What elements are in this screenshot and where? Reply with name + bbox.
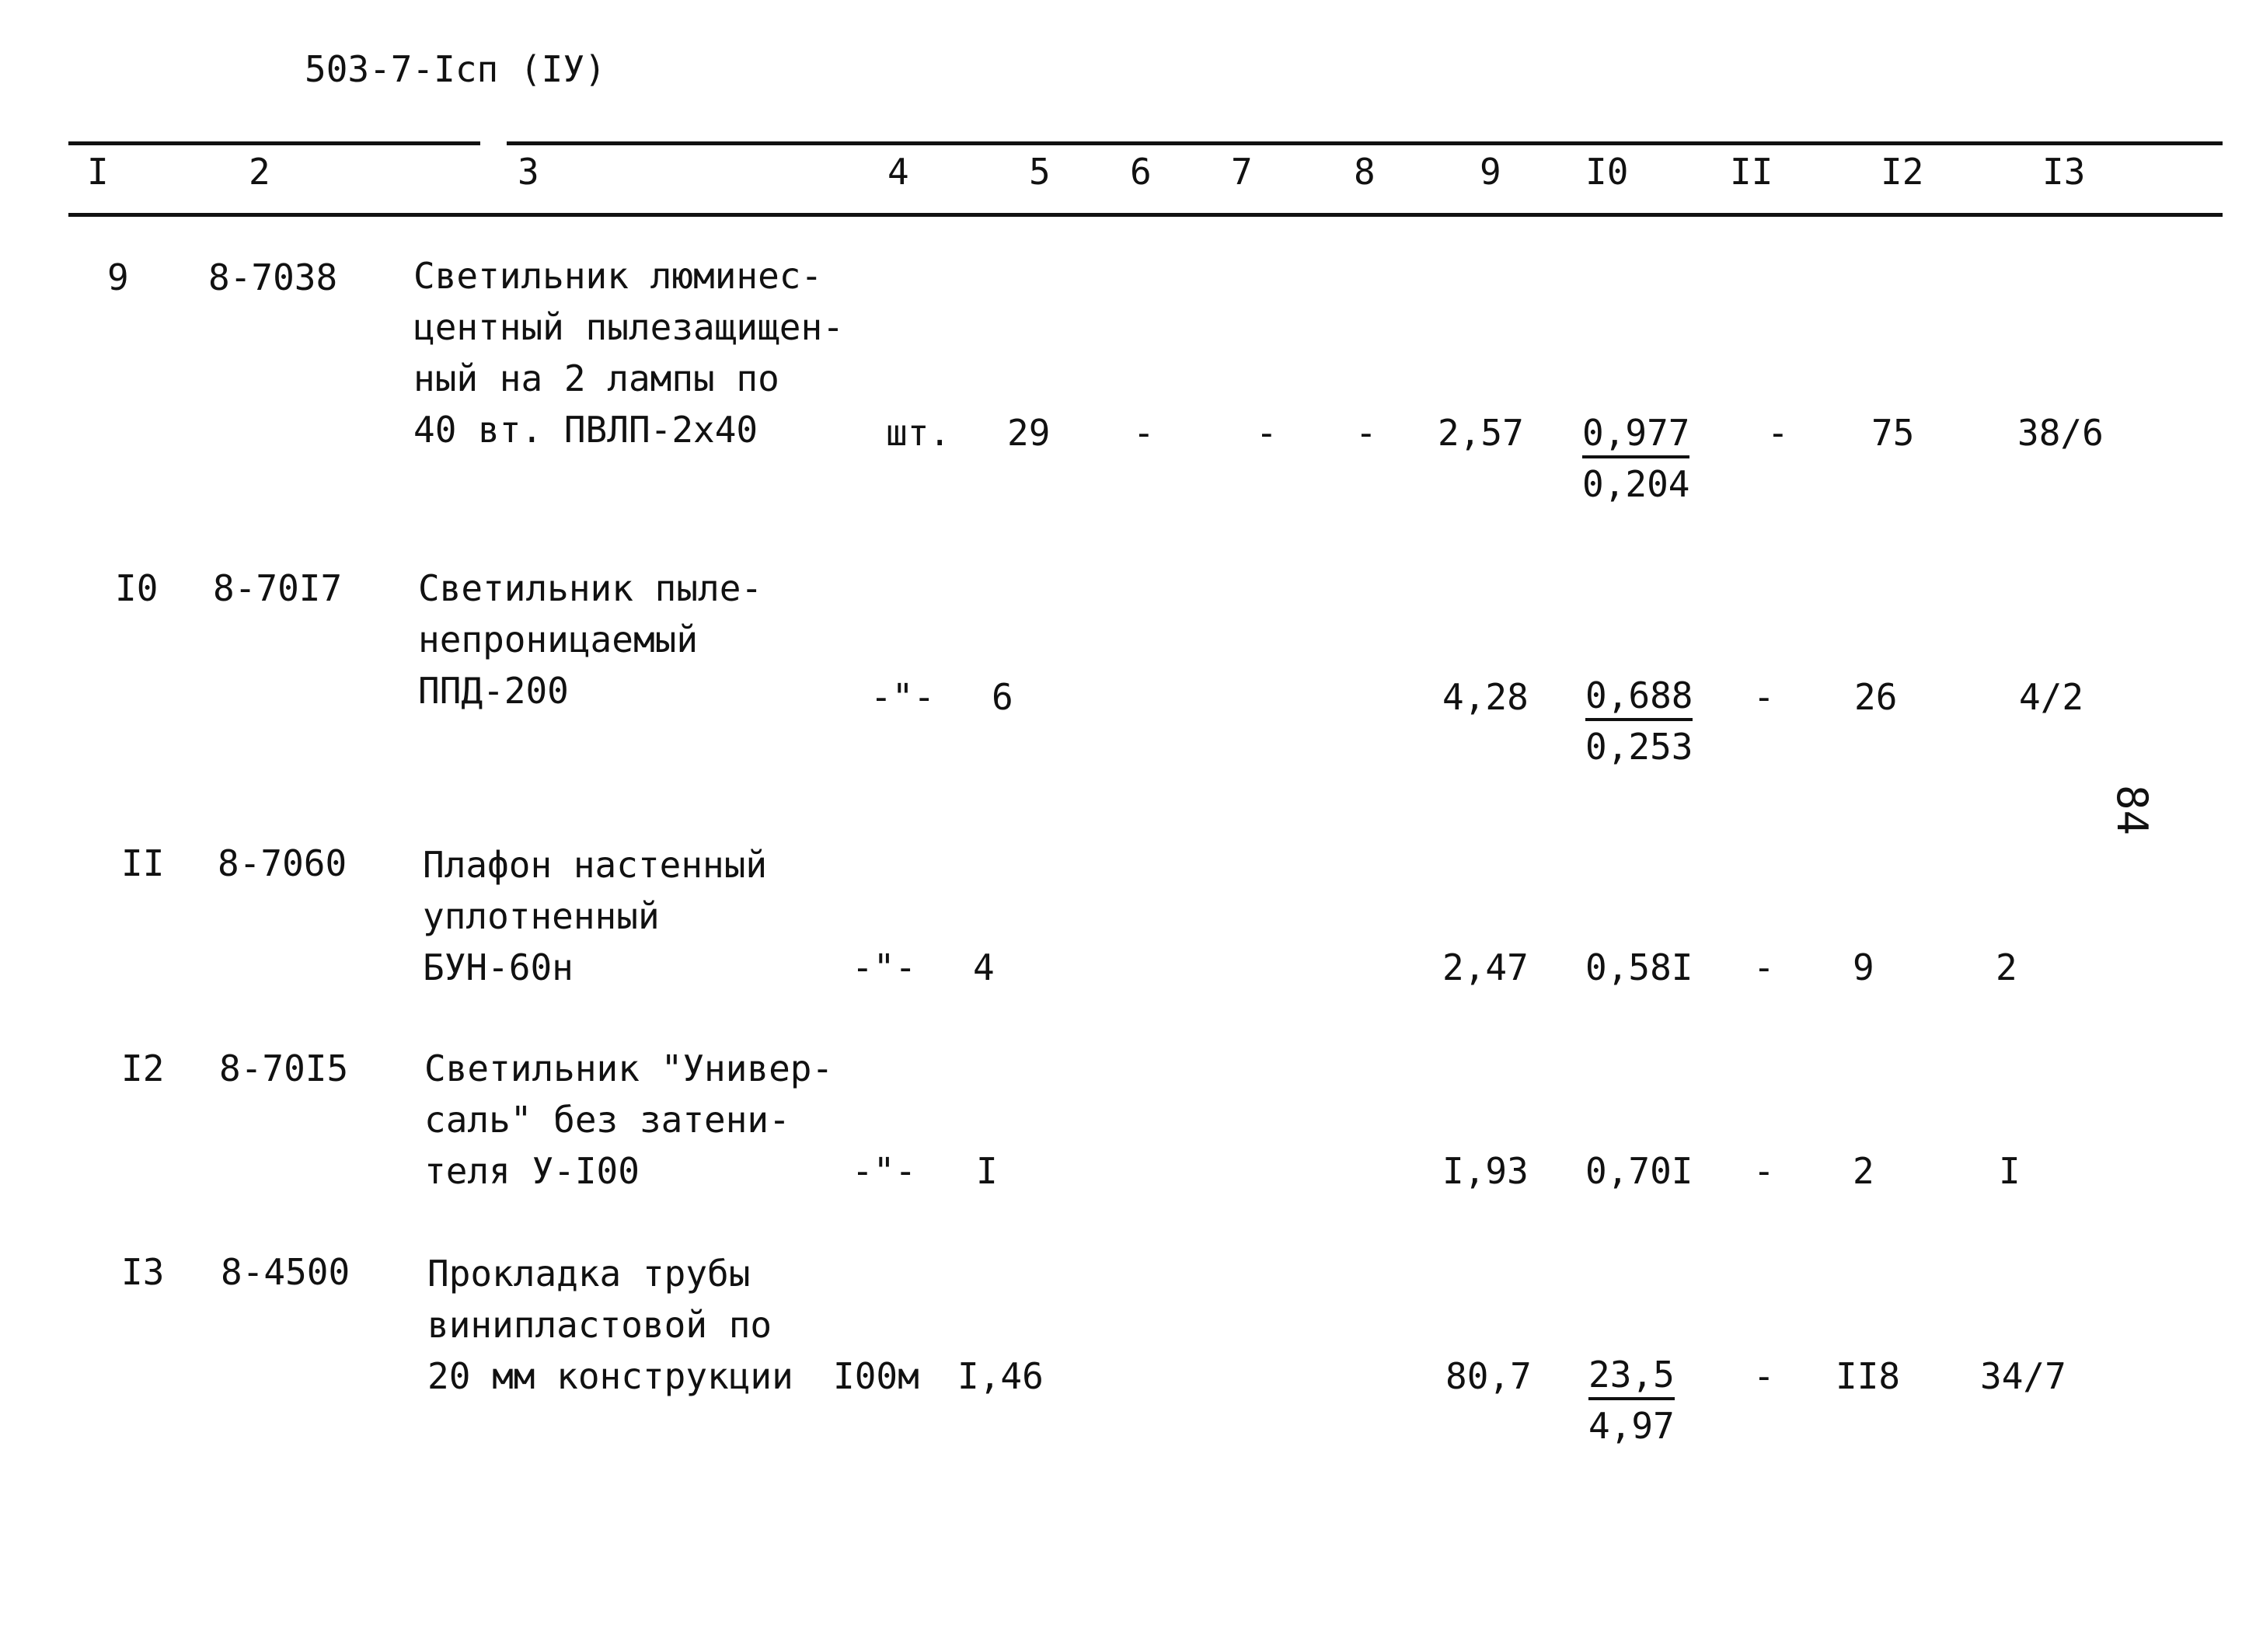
description-line: Светильник люминес- [413, 255, 823, 297]
col-header-12: I2 [1881, 151, 1924, 193]
col-header-4: 4 [887, 151, 909, 193]
row-col10-fraction [1588, 1354, 1675, 1447]
row-quantity: I [976, 1150, 998, 1192]
row-col11: - [1753, 676, 1775, 718]
row-col9: I,93 [1442, 1150, 1529, 1192]
row-description [427, 1248, 793, 1402]
row-col11: - [1753, 946, 1775, 988]
description-line: Прокладка трубы [427, 1253, 751, 1295]
row-unit: I00м [833, 1355, 919, 1397]
row-quantity: 4 [973, 946, 995, 988]
description-line: непроницаемый [418, 619, 699, 660]
description-line: 20 мм конструкции [427, 1355, 793, 1397]
row-col11: - [1753, 1150, 1775, 1192]
row-code: 8-7060 [218, 842, 347, 884]
row-col7: - [1256, 412, 1278, 454]
row-col10: 0,70I [1585, 1150, 1693, 1192]
row-number: I3 [121, 1251, 165, 1293]
row-col12: 75 [1871, 412, 1915, 454]
row-col8: - [1355, 412, 1377, 454]
col-header-3: 3 [518, 151, 539, 193]
row-description [423, 839, 767, 993]
page-number: 84 [2108, 785, 2157, 836]
col10-numerator: 23,5 [1588, 1357, 1675, 1400]
col-header-8: 8 [1354, 151, 1376, 193]
row-col12: 9 [1853, 946, 1874, 988]
description-line: Светильник "Универ- [424, 1047, 834, 1089]
description-line: ный на 2 лампы по [413, 357, 779, 399]
col10-numerator: 0,977 [1582, 415, 1689, 458]
row-unit: -"- [852, 1150, 917, 1192]
row-col11: - [1753, 1355, 1775, 1397]
row-code: 8-70I5 [219, 1047, 349, 1089]
row-description [424, 1043, 833, 1197]
row-col13: I [1999, 1150, 2021, 1192]
row-unit: шт. [886, 412, 951, 454]
col10-numerator: 0,688 [1585, 678, 1693, 721]
description-line: ППД-200 [418, 670, 569, 712]
description-line: центный пылезащищен- [413, 306, 844, 348]
row-col9: 4,28 [1442, 676, 1529, 718]
col10-denominator: 0,253 [1585, 726, 1693, 768]
col-header-13: I3 [2042, 151, 2086, 193]
row-number: I2 [121, 1047, 165, 1089]
row-col13: 2 [1996, 946, 2017, 988]
description-line: саль" без затени- [424, 1099, 790, 1141]
header-rule-left [68, 141, 480, 145]
col-header-11: II [1730, 151, 1773, 193]
row-quantity: I,46 [957, 1355, 1044, 1397]
description-line: 40 вт. ПВЛП-2х40 [413, 409, 758, 451]
row-col13: 38/6 [2017, 412, 2104, 454]
header-rule-bottom [68, 213, 2223, 217]
row-col12: 26 [1854, 676, 1898, 718]
row-number: II [121, 842, 165, 884]
description-line: Плафон настенный [423, 844, 768, 886]
col-header-7: 7 [1231, 151, 1253, 193]
row-col12: II8 [1836, 1355, 1901, 1397]
row-quantity: 6 [992, 676, 1013, 718]
row-col10-fraction [1585, 674, 1693, 768]
description-line: БУН-60н [423, 946, 574, 988]
description-line: уплотненный [423, 895, 660, 937]
row-code: 8-4500 [221, 1251, 350, 1293]
row-quantity: 29 [1007, 412, 1051, 454]
row-unit: -"- [870, 676, 936, 718]
description-line: теля У-I00 [424, 1150, 640, 1192]
row-code: 8-7038 [208, 256, 338, 298]
col-header-1: I [87, 151, 109, 193]
description-line: винипластовой по [427, 1304, 772, 1346]
row-col10: 0,58I [1585, 946, 1693, 988]
col10-denominator: 0,204 [1582, 463, 1690, 505]
row-col13: 34/7 [1980, 1355, 2066, 1397]
col-header-10: I0 [1585, 151, 1629, 193]
col-header-6: 6 [1130, 151, 1152, 193]
row-description [413, 250, 844, 455]
row-unit: -"- [852, 946, 917, 988]
row-col9: 80,7 [1445, 1355, 1532, 1397]
col-header-5: 5 [1029, 151, 1051, 193]
row-col10-fraction [1582, 412, 1690, 505]
header-rule-right [507, 141, 2223, 145]
document-code: 503-7-Iсп (IУ) [305, 48, 606, 90]
col10-denominator: 4,97 [1588, 1405, 1675, 1447]
row-description [418, 563, 762, 716]
row-col13: 4/2 [2019, 676, 2084, 718]
row-col12: 2 [1853, 1150, 1874, 1192]
col-header-9: 9 [1480, 151, 1501, 193]
description-line: Светильник пыле- [418, 567, 763, 609]
row-number: 9 [107, 256, 129, 298]
row-col9: 2,47 [1442, 946, 1529, 988]
row-code: 8-70I7 [213, 567, 343, 609]
row-col6: - [1133, 412, 1155, 454]
row-number: I0 [115, 567, 159, 609]
col-header-2: 2 [249, 151, 270, 193]
row-col11: - [1767, 412, 1789, 454]
row-col9: 2,57 [1438, 412, 1524, 454]
